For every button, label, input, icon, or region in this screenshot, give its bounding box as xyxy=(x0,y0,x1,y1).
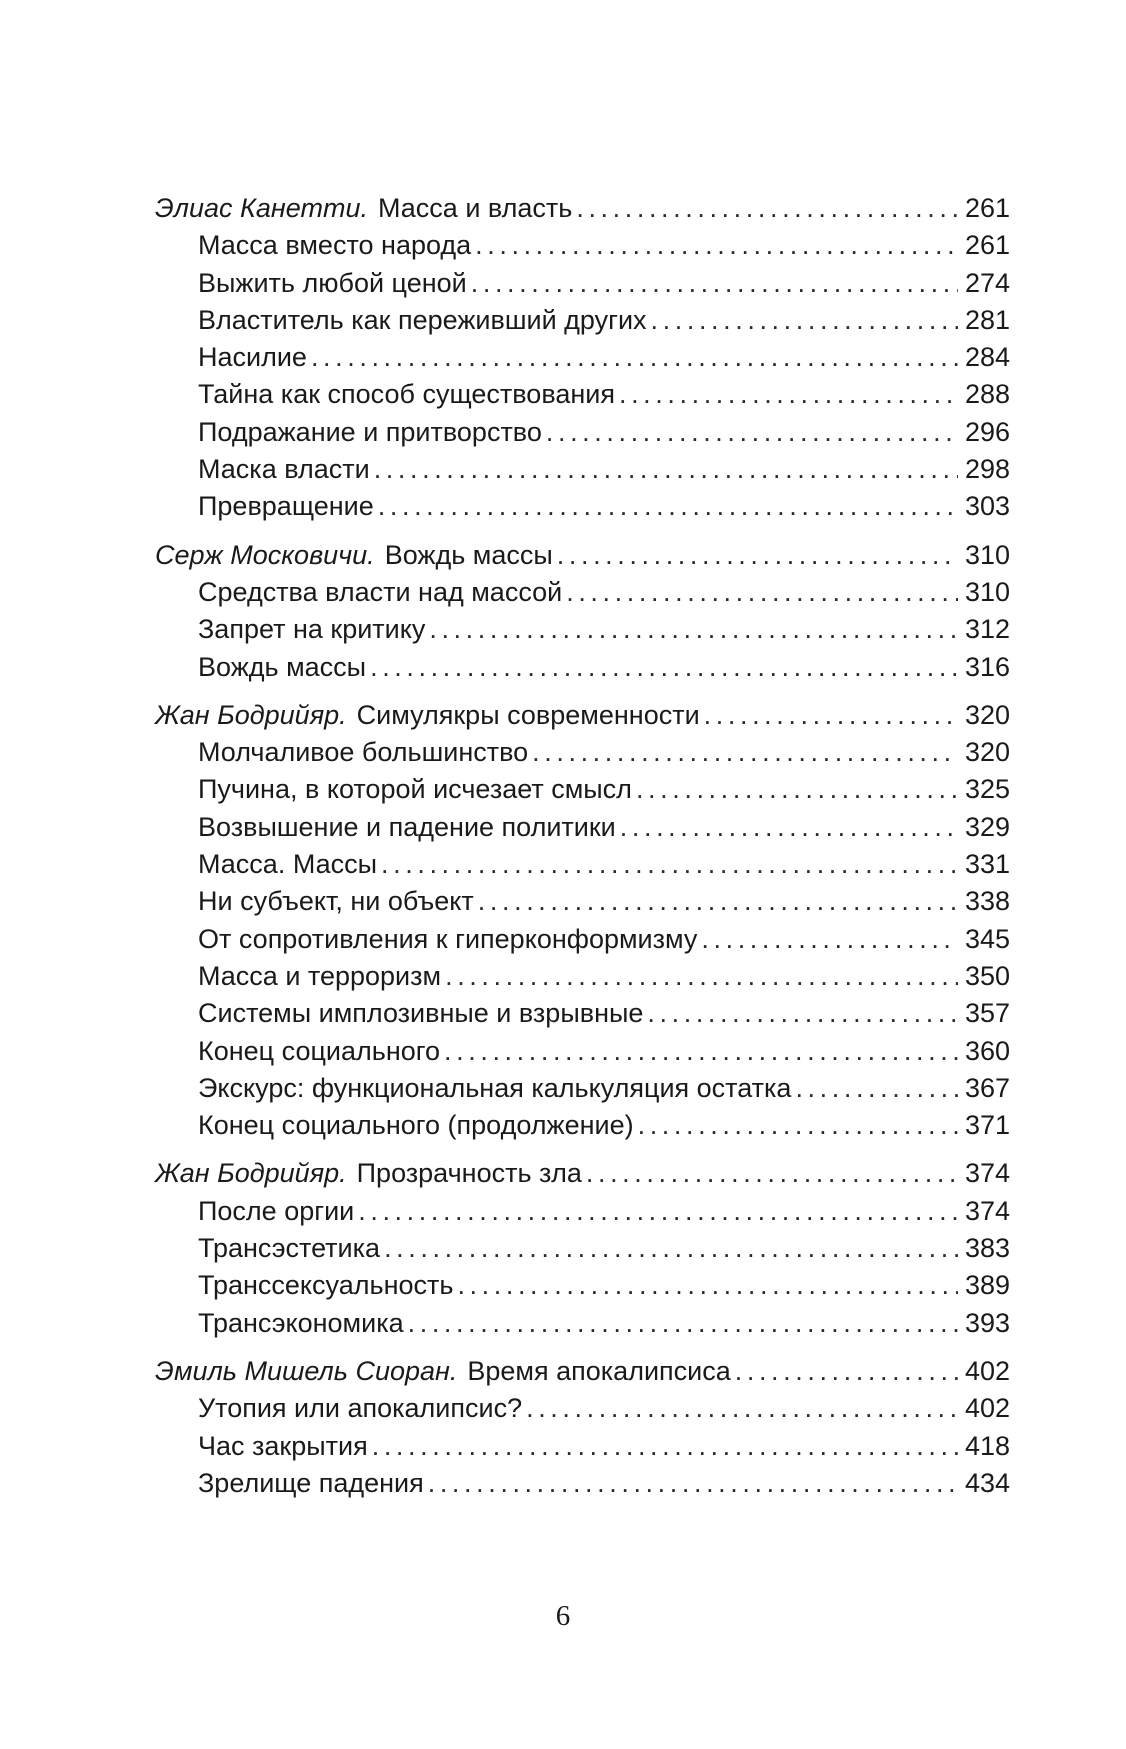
dot-leader xyxy=(700,697,958,734)
toc-entry[interactable] xyxy=(155,574,1010,611)
dot-leader xyxy=(453,1267,958,1304)
page-ref: 298 xyxy=(964,454,1010,485)
chapter-title xyxy=(155,190,572,227)
toc-entry[interactable] xyxy=(155,451,1010,488)
dot-leader xyxy=(474,883,958,920)
page-ref: 389 xyxy=(964,1270,1010,1301)
toc-entry[interactable] xyxy=(155,227,1010,264)
page-ref: 329 xyxy=(964,811,1010,842)
dot-leader xyxy=(370,451,958,488)
toc-entry[interactable] xyxy=(155,611,1010,648)
page-ref: 393 xyxy=(964,1307,1010,1338)
entry-label: Возвышение и падение политики xyxy=(198,811,616,842)
entry-label: Конец социального xyxy=(198,1035,441,1066)
dot-leader xyxy=(424,1465,958,1502)
entry-label: Пучина, в которой исчезает смысл xyxy=(198,774,632,805)
dot-leader xyxy=(467,265,958,302)
entry-label: Запрет на критику xyxy=(198,614,426,645)
dot-leader xyxy=(542,414,958,451)
toc-entry[interactable] xyxy=(155,1428,1010,1465)
dot-leader xyxy=(791,1070,958,1107)
page-ref: 303 xyxy=(964,491,1010,522)
page-ref: 371 xyxy=(964,1110,1010,1141)
chapter-name: Масса и власть xyxy=(378,193,573,223)
entry-label: Выжить любой ценой xyxy=(198,267,467,298)
dot-leader xyxy=(522,1390,958,1427)
page-ref: 402 xyxy=(964,1393,1010,1424)
page-ref: 316 xyxy=(964,651,1010,682)
page-ref: 261 xyxy=(964,230,1010,261)
toc-entry[interactable] xyxy=(155,1390,1010,1427)
toc-entry[interactable] xyxy=(155,1230,1010,1267)
entry-label: Трансэстетика xyxy=(198,1233,381,1264)
page-ref: 418 xyxy=(964,1430,1010,1461)
page-ref: 350 xyxy=(964,960,1010,991)
entry-label: Превращение xyxy=(198,491,374,522)
dot-leader xyxy=(404,1305,958,1342)
page-ref: 296 xyxy=(964,416,1010,447)
page-ref: 320 xyxy=(964,699,1010,730)
page-ref: 374 xyxy=(964,1195,1010,1226)
toc-entry[interactable] xyxy=(155,302,1010,339)
entry-label: После оргии xyxy=(198,1195,355,1226)
dot-leader xyxy=(647,302,958,339)
dot-leader xyxy=(440,1033,958,1070)
entry-label: Зрелище падения xyxy=(198,1467,424,1498)
chapter-name: Симулякры современности xyxy=(356,699,700,730)
entry-label: Транссексуальность xyxy=(198,1270,454,1301)
page-ref: 434 xyxy=(964,1467,1010,1498)
toc-entry[interactable] xyxy=(155,1193,1010,1230)
entry-label: Маска власти xyxy=(198,454,370,485)
page-ref: 338 xyxy=(964,886,1010,917)
page-ref: 310 xyxy=(964,576,1010,607)
toc-chapter-row[interactable] xyxy=(155,1353,1010,1390)
entry-label: Молчаливое большинство xyxy=(198,737,529,768)
page-ref: 383 xyxy=(964,1233,1010,1264)
toc-section xyxy=(155,1353,1010,1502)
page-ref: 310 xyxy=(964,539,1010,570)
page-ref: 261 xyxy=(964,193,1010,223)
toc-entry[interactable] xyxy=(155,265,1010,302)
dot-leader xyxy=(634,1107,958,1144)
toc-chapter-row[interactable] xyxy=(155,697,1010,734)
entry-label: Масса и терроризм xyxy=(198,960,442,991)
entry-label: Конец социального (продолжение) xyxy=(198,1110,634,1141)
toc-entry[interactable] xyxy=(155,649,1010,686)
page-ref: 367 xyxy=(964,1072,1010,1103)
page-number: 6 xyxy=(555,1600,571,1632)
toc-entry[interactable] xyxy=(155,414,1010,451)
toc-entry[interactable] xyxy=(155,1070,1010,1107)
entry-label: Насилие xyxy=(198,342,307,373)
dot-leader xyxy=(425,611,958,648)
toc-entry[interactable] xyxy=(155,488,1010,525)
entry-label: Тайна как способ существования xyxy=(198,379,615,410)
dot-leader xyxy=(441,958,958,995)
dot-leader xyxy=(354,1193,958,1230)
toc-chapter-row[interactable] xyxy=(155,1155,1010,1192)
chapter-author: Жан Бодрийяр. xyxy=(155,1158,347,1189)
page-ref: 284 xyxy=(964,342,1010,373)
entry-label: Масса вместо народа xyxy=(198,230,472,261)
chapter-author: Элиас Канетти. xyxy=(155,193,368,223)
page-ref: 281 xyxy=(964,304,1010,335)
chapter-title xyxy=(155,537,553,574)
dot-leader xyxy=(307,339,958,376)
chapter-title xyxy=(155,697,700,734)
chapter-name: Прозрачность зла xyxy=(356,1158,582,1189)
toc-entry[interactable] xyxy=(155,1107,1010,1144)
page-ref: 374 xyxy=(964,1158,1010,1189)
entry-label: Час закрытия xyxy=(198,1430,368,1461)
toc-section xyxy=(155,1155,1010,1341)
table-of-contents xyxy=(155,190,1010,1513)
toc-entry[interactable] xyxy=(155,734,1010,771)
toc-entry[interactable] xyxy=(155,883,1010,920)
chapter-title xyxy=(155,1155,582,1192)
toc-entry[interactable] xyxy=(155,1033,1010,1070)
toc-section xyxy=(155,697,1010,1145)
toc-entry[interactable] xyxy=(155,809,1010,846)
dot-leader xyxy=(632,771,958,808)
page-ref: 402 xyxy=(964,1355,1010,1386)
dot-leader xyxy=(582,1155,958,1192)
page-ref: 320 xyxy=(964,737,1010,768)
entry-label: Средства власти над массой xyxy=(198,576,563,607)
toc-entry[interactable] xyxy=(155,376,1010,413)
toc-entry[interactable] xyxy=(155,846,1010,883)
dot-leader xyxy=(572,190,958,227)
entry-label: Экскурс: функциональная калькуляция остатка xyxy=(198,1072,792,1103)
chapter-author: Серж Московичи. xyxy=(155,539,375,570)
dot-leader xyxy=(528,734,958,771)
page-ref: 325 xyxy=(964,774,1010,805)
chapter-name: Время апокалипсиса xyxy=(467,1355,731,1386)
entry-label: Властитель как переживший других xyxy=(198,304,647,335)
page-ref: 288 xyxy=(964,379,1010,410)
toc-entry[interactable] xyxy=(155,995,1010,1032)
dot-leader xyxy=(731,1353,958,1390)
dot-leader xyxy=(366,649,958,686)
dot-leader xyxy=(562,574,958,611)
dot-leader xyxy=(697,921,958,958)
toc-entry[interactable] xyxy=(155,1305,1010,1342)
dot-leader xyxy=(615,376,958,413)
chapter-title xyxy=(155,1353,731,1390)
toc-entry[interactable] xyxy=(155,1267,1010,1304)
dot-leader xyxy=(368,1428,958,1465)
entry-label: Системы имплозивные и взрывные xyxy=(198,998,644,1029)
chapter-author: Эмиль Мишель Сиоран. xyxy=(155,1355,458,1386)
toc-section xyxy=(155,190,1010,526)
toc-entry[interactable] xyxy=(155,958,1010,995)
entry-label: Трансэкономика xyxy=(198,1307,404,1338)
page-ref: 312 xyxy=(964,614,1010,645)
dot-leader xyxy=(643,995,958,1032)
toc-entry[interactable] xyxy=(155,771,1010,808)
page-ref: 360 xyxy=(964,1035,1010,1066)
entry-label: Масса. Массы xyxy=(198,849,378,880)
toc-chapter-row[interactable] xyxy=(155,190,1010,227)
page-ref: 345 xyxy=(964,923,1010,954)
toc-entry[interactable] xyxy=(155,1465,1010,1502)
toc-section xyxy=(155,537,1010,686)
dot-leader xyxy=(380,1230,958,1267)
toc-entry[interactable] xyxy=(155,339,1010,376)
entry-label: Подражание и притворство xyxy=(198,416,542,447)
dot-leader xyxy=(374,488,958,525)
page-ref: 274 xyxy=(964,267,1010,298)
page-ref: 357 xyxy=(964,998,1010,1029)
entry-label: Вождь массы xyxy=(198,651,367,682)
dot-leader xyxy=(553,537,958,574)
chapter-author: Жан Бодрийяр. xyxy=(155,699,347,730)
entry-label: Утопия или апокалипсис? xyxy=(198,1393,523,1424)
dot-leader xyxy=(377,846,958,883)
toc-chapter-row[interactable] xyxy=(155,537,1010,574)
chapter-name: Вождь массы xyxy=(384,539,553,570)
page-ref: 331 xyxy=(964,849,1010,880)
dot-leader xyxy=(616,809,958,846)
entry-label: От сопротивления к гиперконформизму xyxy=(198,923,698,954)
toc-entry[interactable] xyxy=(155,921,1010,958)
entry-label: Ни субъект, ни объект xyxy=(198,886,474,917)
dot-leader xyxy=(471,227,958,264)
